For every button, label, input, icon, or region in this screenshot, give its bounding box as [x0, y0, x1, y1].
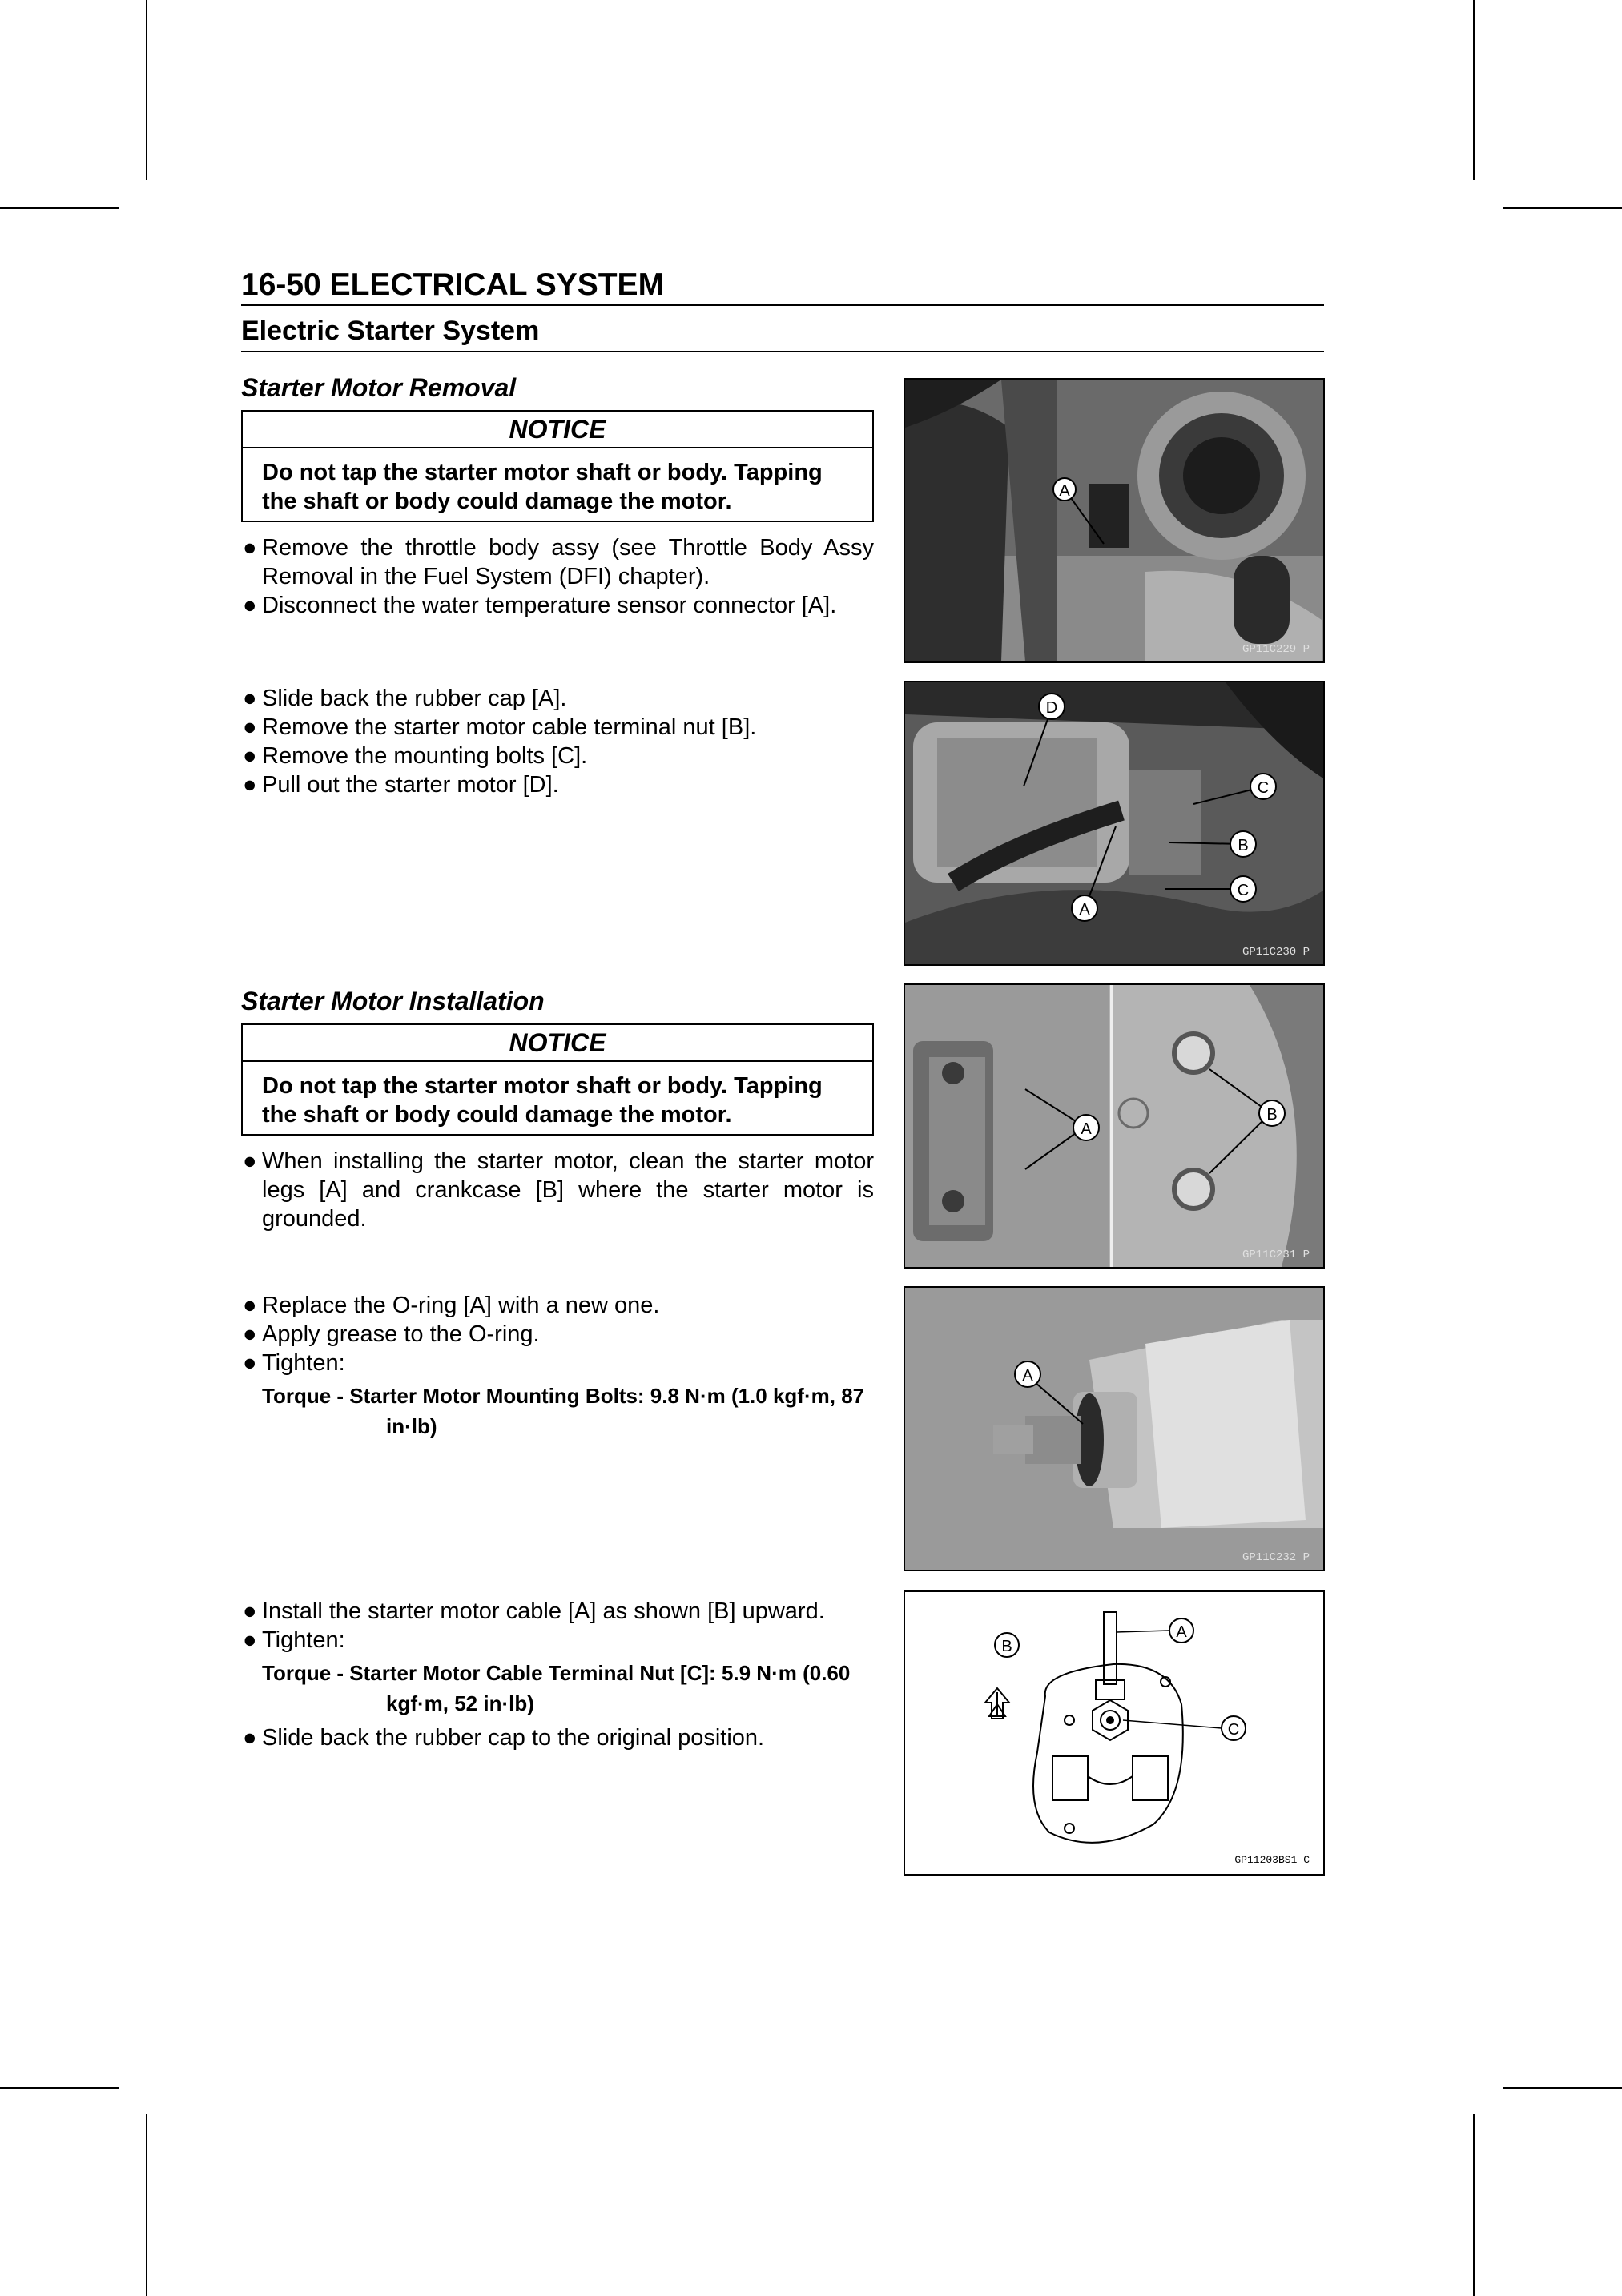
crop-mark [0, 207, 119, 209]
crop-mark [1503, 2087, 1622, 2089]
notice-box [241, 1023, 874, 1136]
callout-label: C [1257, 779, 1270, 797]
installation-block [241, 985, 874, 1233]
header-rule [241, 304, 1324, 306]
bullet-icon: ● [243, 1350, 257, 1376]
figure-code: GP11C232 P [1242, 1551, 1310, 1564]
chapter-title: 16-50 ELECTRICAL SYSTEM [241, 267, 665, 302]
list-item: ● Pull out the starter motor [D]. [243, 772, 559, 798]
list-item: ● Slide back the rubber cap to the original position. [243, 1725, 765, 1751]
bullet-icon: ● [243, 686, 257, 711]
figure-throttle-area-photo [904, 378, 1325, 663]
list-item: ● Disconnect the water temperature sensor connector [A]. [243, 593, 837, 618]
callout-label: A [1022, 1367, 1033, 1385]
bullet-icon: ● [243, 714, 257, 740]
notice-box [241, 410, 874, 522]
line-drawing [905, 1592, 1323, 1874]
list-item: ● Remove the throttle body assy (see Throttle Body Assy Removal in the Fuel System (DFI) chapter). [243, 535, 874, 589]
bullet-icon: ● [243, 1627, 257, 1653]
installation-steps-c [241, 1597, 874, 1752]
bullet-icon: ● [243, 1321, 257, 1347]
figure-cable-routing-diagram [904, 1590, 1325, 1876]
page-header [241, 266, 1324, 352]
callout-label: A [1079, 901, 1090, 919]
list-item: ● Remove the starter motor cable terminal nut [B]. [243, 714, 757, 740]
notice-title: NOTICE [243, 1025, 872, 1062]
photo-illustration [905, 682, 1323, 964]
crop-mark [1473, 2114, 1475, 2296]
photo-illustration [905, 380, 1323, 661]
bullet-icon: ● [243, 593, 257, 618]
step-list [241, 533, 874, 620]
figure-code: GP11C229 P [1242, 643, 1310, 656]
section-title: Electric Starter System [241, 316, 540, 346]
callout-label: B [1266, 1106, 1278, 1124]
bullet-icon: ● [243, 1725, 257, 1751]
removal-steps-b [241, 684, 874, 799]
crop-mark [0, 2087, 119, 2089]
installation-heading: Starter Motor Installation [241, 987, 545, 1015]
photo-illustration [905, 985, 1323, 1267]
step-list [241, 1147, 874, 1233]
step-list [241, 1597, 874, 1655]
step-list [241, 1723, 874, 1752]
photo-illustration [905, 1288, 1323, 1570]
bullet-icon: ● [243, 743, 257, 769]
callout-label: C [1227, 1721, 1240, 1739]
removal-heading: Starter Motor Removal [241, 373, 517, 402]
figure-o-ring-photo [904, 1286, 1325, 1571]
list-item: ● When installing the starter motor, clean the starter motor legs [A] and crankcase [B] where the starter motor is grounded. [243, 1148, 874, 1232]
callout-label: A [1176, 1623, 1187, 1641]
list-item: ● Tighten: [243, 1627, 345, 1653]
notice-text: Do not tap the starter motor shaft or body. Tapping the shaft or body could damage the motor. [262, 460, 823, 514]
torque-spec: Torque - Starter Motor Mounting Bolts: 9.8 N·m (1.0 kgf·m, 87 in·lb) [262, 1384, 865, 1438]
callout-label: C [1237, 882, 1250, 899]
callout-label: A [1059, 482, 1070, 500]
crop-mark [146, 0, 147, 180]
bullet-icon: ● [243, 1598, 257, 1624]
installation-steps-b [241, 1291, 874, 1442]
notice-title: NOTICE [243, 412, 872, 448]
list-item: ● Remove the mounting bolts [C]. [243, 743, 588, 769]
figure-code: GP11203BS1 C [1234, 1854, 1310, 1866]
callout-label: B [1238, 837, 1249, 854]
torque-spec: Torque - Starter Motor Cable Terminal Nut [C]: 5.9 N·m (0.60 kgf·m, 52 in·lb) [262, 1661, 851, 1715]
bullet-icon: ● [243, 1293, 257, 1318]
list-item: ● Replace the O-ring [A] with a new one. [243, 1293, 660, 1318]
figure-ground-surfaces-photo [904, 983, 1325, 1269]
step-list [241, 684, 874, 799]
list-item: ● Tighten: [243, 1350, 345, 1376]
figure-starter-motor-photo [904, 681, 1325, 966]
header-rule [241, 351, 1324, 352]
bullet-icon: ● [243, 772, 257, 798]
bullet-icon: ● [243, 1148, 257, 1174]
crop-mark [146, 2114, 147, 2296]
list-item: ● Apply grease to the O-ring. [243, 1321, 540, 1347]
list-item: ● Slide back the rubber cap [A]. [243, 686, 567, 711]
callout-label: D [1045, 699, 1058, 717]
step-list [241, 1291, 874, 1377]
bullet-icon: ● [243, 535, 257, 561]
crop-mark [1473, 0, 1475, 180]
list-item: ● Install the starter motor cable [A] as shown [B] upward. [243, 1598, 825, 1624]
callout-label: A [1081, 1120, 1092, 1138]
callout-label: B [1001, 1638, 1012, 1655]
notice-text: Do not tap the starter motor shaft or body. Tapping the shaft or body could damage the motor. [262, 1073, 823, 1128]
crop-mark [1503, 207, 1622, 209]
removal-block [241, 372, 874, 620]
figure-code: GP11C230 P [1242, 946, 1310, 959]
figure-code: GP11C231 P [1242, 1249, 1310, 1261]
